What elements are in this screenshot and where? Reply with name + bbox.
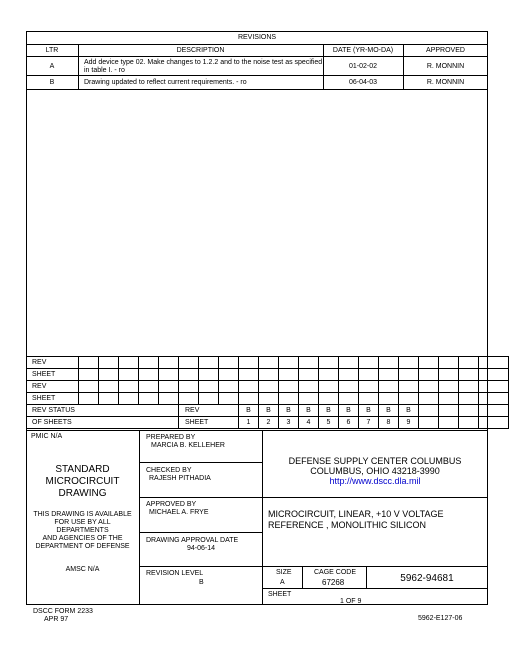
divider (26, 75, 488, 76)
availability-line2: FOR USE BY ALL (54, 519, 111, 526)
approval-date-label: DRAWING APPROVAL DATE (146, 537, 239, 544)
divider (26, 89, 488, 90)
availability-line5: DEPARTMENT OF DEFENSE (35, 543, 130, 550)
revision-description-line1: Add device type 02. Make changes to 1.2.2 and to the noise test as specified (84, 59, 323, 66)
divider (139, 566, 488, 567)
cage-code-value: 67268 (322, 578, 345, 587)
revision-status-grid (26, 356, 509, 429)
rev-cell: B (379, 405, 399, 417)
checked-by-label: CHECKED BY (146, 467, 192, 474)
agency-website-link[interactable]: http://www.dscc.dla.mil (329, 476, 421, 486)
drawing-number: 5962-94681 (400, 573, 454, 584)
form-date: APR 97 (44, 616, 69, 623)
revision-description-line2: in table I. - ro (84, 67, 125, 74)
revision-approver: R. MONNIN (426, 63, 465, 70)
rev-cell: B (259, 405, 279, 417)
agency-address: COLUMBUS, OHIO 43218-3990 (310, 466, 440, 476)
row-label: REV (27, 381, 79, 393)
standard-heading-line3: DRAWING (58, 488, 107, 499)
sheet-cell: 5 (319, 417, 339, 429)
sheet-cell: 6 (339, 417, 359, 429)
rev-cell: B (279, 405, 299, 417)
amsc-label: AMSC N/A (65, 566, 100, 573)
availability-line1: THIS DRAWING IS AVAILABLE (33, 511, 132, 518)
sheet-cell: 3 (279, 417, 299, 429)
agency-name: DEFENSE SUPPLY CENTER COLUMBUS (288, 456, 462, 466)
divider (139, 430, 140, 605)
sheet-cell: 9 (399, 417, 419, 429)
divider (302, 566, 303, 588)
revisions-title: REVISIONS (237, 34, 277, 41)
revision-ltr: A (49, 63, 55, 70)
approved-by-name: MICHAEL A. FRYE (149, 509, 209, 516)
status-row-rev-status (27, 405, 509, 417)
approved-by-label: APPROVED BY (146, 501, 197, 508)
divider (26, 56, 488, 57)
sheet-cell: 2 (259, 417, 279, 429)
size-label: SIZE (276, 569, 292, 576)
rev-cell: B (299, 405, 319, 417)
form-number: DSCC FORM 2233 (33, 608, 93, 615)
col-header-description: DESCRIPTION (176, 47, 225, 54)
rev-cell: B (359, 405, 379, 417)
rev-cell: B (399, 405, 419, 417)
row-label: SHEET (27, 369, 79, 381)
divider (139, 462, 262, 463)
divider (26, 44, 488, 45)
status-row-sheet (27, 393, 509, 405)
revision-description-line1: Drawing updated to reflect current requirements. - ro (84, 79, 247, 86)
prepared-by-label: PREPARED BY (146, 434, 196, 441)
availability-line4: AND AGENCIES OF THE (42, 535, 123, 542)
rev-status-label: REV STATUS (27, 405, 179, 417)
divider (26, 430, 488, 431)
pmic-label: PMIC N/A (31, 433, 63, 440)
document-id: 5962-E127-06 (418, 615, 463, 622)
checked-by-name: RAJESH PITHADIA (149, 475, 211, 482)
revision-date: 06-04-03 (348, 79, 378, 86)
drawing-title-line2: REFERENCE , MONOLITHIC SILICON (268, 520, 427, 530)
revision-ltr: B (49, 79, 55, 86)
status-row-rev (27, 357, 509, 369)
sheet-cell: 7 (359, 417, 379, 429)
standard-heading-line2: MICROCIRCUIT (45, 476, 120, 487)
sheet-cell: 8 (379, 417, 399, 429)
row-label: REV (27, 357, 79, 369)
revision-level-label: REVISION LEVEL (146, 570, 204, 577)
of-sheets-label: OF SHEETS (27, 417, 179, 429)
standard-heading-line1: STANDARD (55, 464, 110, 475)
revision-approver: R. MONNIN (426, 79, 465, 86)
availability-line3: DEPARTMENTS (56, 527, 109, 534)
revision-date: 01-02-02 (348, 63, 378, 70)
cage-code-label: CAGE CODE (314, 569, 357, 576)
col-header-ltr: LTR (45, 47, 59, 54)
rev-cell: B (239, 405, 259, 417)
sheet-of-count: 1 OF 9 (340, 598, 362, 605)
sheet-label: SHEET (268, 591, 292, 598)
rev-cell: B (319, 405, 339, 417)
col-header-approved: APPROVED (426, 47, 465, 54)
rev-cell: B (339, 405, 359, 417)
divider (262, 588, 488, 589)
status-row-of-sheets (27, 417, 509, 429)
status-row-rev (27, 381, 509, 393)
col-header-date: DATE (YR-MO-DA) (332, 47, 394, 54)
status-row-sheet (27, 369, 509, 381)
drawing-title-line1: MICROCIRCUIT, LINEAR, +10 V VOLTAGE (268, 509, 444, 519)
revision-level: B (199, 579, 204, 586)
prepared-by-name: MARCIA B. KELLEHER (151, 442, 225, 449)
divider (262, 497, 488, 498)
sheet-cell: 4 (299, 417, 319, 429)
divider (139, 532, 262, 533)
rev-header: REV (179, 405, 239, 417)
sheet-header: SHEET (179, 417, 239, 429)
sheet-cell: 1 (239, 417, 259, 429)
divider (139, 497, 262, 498)
size-value: A (280, 579, 285, 586)
approval-date: 94-06-14 (187, 545, 216, 552)
row-label: SHEET (27, 393, 79, 405)
